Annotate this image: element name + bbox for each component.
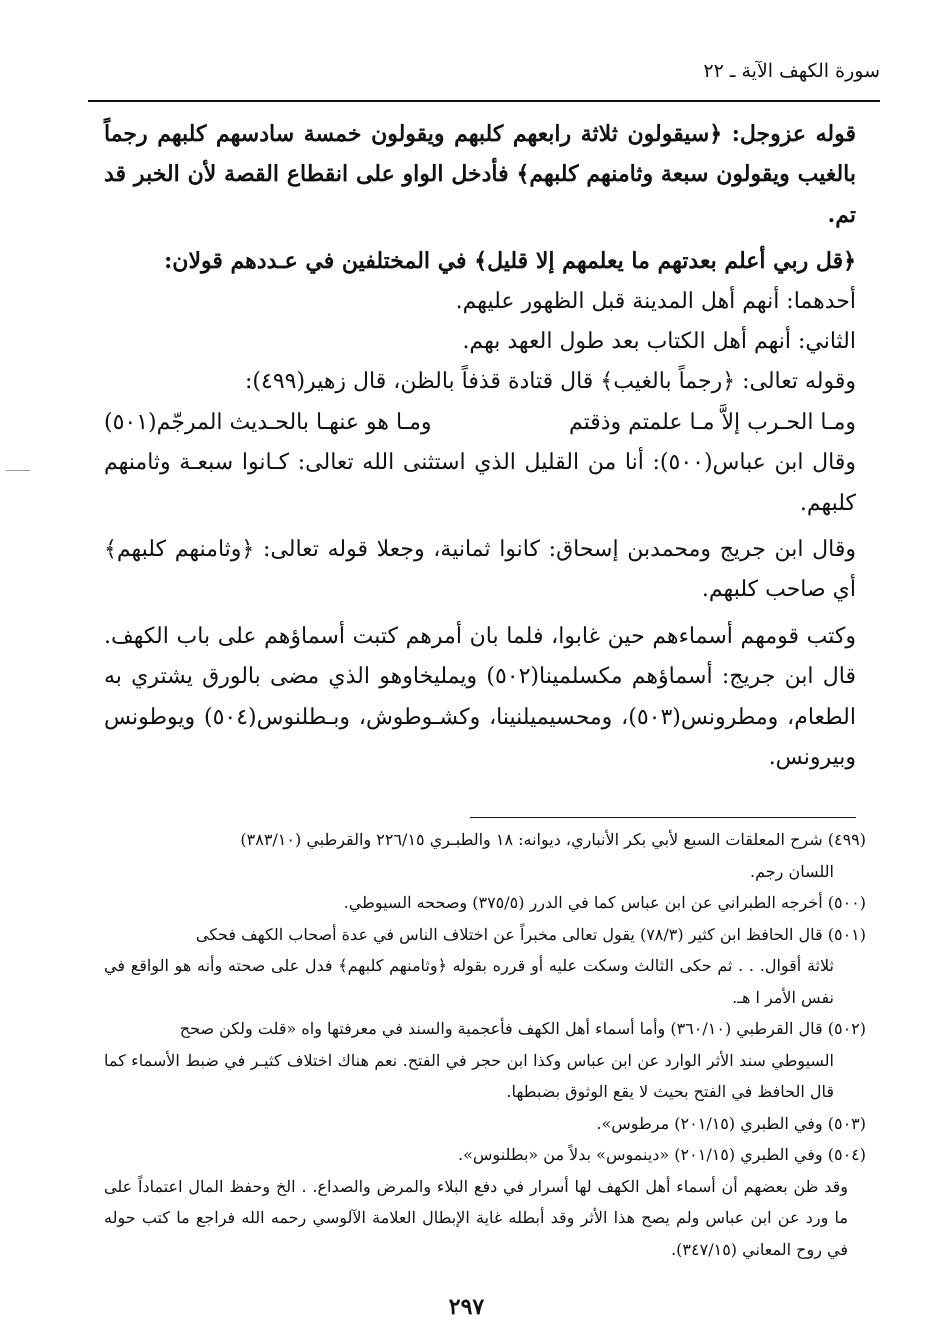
paragraph-2: ﴿قل ربي أعلم بعدتهم ما يعلمهم إلا قليل﴾ في المختلفين في عـددهم قولان: bbox=[164, 248, 856, 275]
main-text bbox=[104, 114, 856, 779]
paragraph-6: وقال ابن عباس(٥٠٠): أنا من القليل الذي استثنى الله تعالى: كـانوا سبعـة وثامنهم كلبهم. bbox=[104, 450, 856, 516]
paragraph-7: وقال ابن جريج ومحمدبن إسحاق: كانوا ثمانية، وجعلا قوله تعالى: ﴿وثامنهم كلبهم﴾ أي صاحب كلبهم. bbox=[104, 537, 856, 603]
paragraph-5: وقوله تعالى: ﴿رجماً بالغيب﴾ قال قتادة قذفاً بالظن، قال زهير(٤٩٩): bbox=[245, 369, 856, 395]
running-header: سورة الكهف الآية ـ ٢٢ bbox=[703, 60, 880, 82]
header-rule bbox=[88, 100, 880, 102]
footnote-502-continued: السيوطي سند الأثر الوارد عن ابن عباس وكذا ابن حجر في الفتح. نعم هناك اختلاف كثيـر في ضبط الأسماء كما قال الحافظ في الفتح بحيث لا يقع الوثوق بضبطها. bbox=[104, 1050, 834, 1101]
footnote-500: (٥٠٠) أخرجه الطبراني عن ابن عباس كما في الدرر (٣٧٥/٥) وصححه السيوطي. bbox=[343, 893, 866, 912]
poetry-verse bbox=[104, 403, 856, 443]
footnote-499: (٤٩٩) شرح المعلقات السبع لأبي بكر الأنباري، ديوانه: ١٨ والطبـري ٢٢٦/١٥ والقرطبي (٣٨٣/١٠) bbox=[240, 830, 866, 849]
footnote-501-continued: ثلاثة أقوال. . . ثم حكى الثالث وسكت عليه أو قرره بقوله ﴿وثامنهم كلبهم﴾ فدل على صحته وأنه هو الواقع في نفس الأمر ا هـ. bbox=[104, 956, 834, 1007]
footnote-501: (٥٠١) قال الحافظ ابن كثير (٧٨/٣) يقول تعالى مخبراً عن اختلاف الناس في عدة أصحاب الكهف فحكى bbox=[195, 924, 866, 944]
paragraph-8: وكتب قومهم أسماءهم حين غابوا، فلما بان أمرهم كتبت أسماؤهم على باب الكهف. قال ابن جريج: أسماؤهم مكسلمينا(٥٠٢) ويمليخاوهو الذي مضى بالورق يشتري به الطعام، ومطرونس(٥٠٣)، ومحسيميلنينا، وكشـوطوش، وبـطلنوس(٥٠٤) ويوطونس وبيرونس. bbox=[104, 623, 856, 771]
footnote-503: (٥٠٣) وفي الطبري (٢٠١/١٥) مرطوس». bbox=[596, 1113, 866, 1133]
verse-first-hemistich: ومـا الحـرب إلاَّ مـا علمتم وذقتم bbox=[568, 409, 856, 435]
footnote-504: (٥٠٤) وفي الطبري (٢٠١/١٥) «دينموس» بدلاً من «بطلنوس». bbox=[458, 1145, 866, 1164]
paragraph-3: أحدهما: أنهم أهل المدينة قبل الظهور عليهم. bbox=[455, 288, 856, 314]
page-number: ٢٩٧ bbox=[448, 1294, 485, 1320]
scan-edge-mark bbox=[6, 470, 30, 471]
footnote-note: وقد ظن بعضهم أن أسماء أهل الكهف لها أسرار في دفع البلاء والمرض والصداع. . الخ وحفظ المال اعتماداً على ما ورد عن ابن عباس ولم يصح هذا الأثر وقد أبطله غاية الإبطال العلامة الآلوسي رحمه الله فراجع ما كتب حوله في روح المعاني (٣٤٧/١٥). bbox=[104, 1176, 849, 1259]
paragraph-4: الثاني: أنهم أهل الكتاب بعد طول العهد بهم. bbox=[462, 329, 856, 355]
verse-second-hemistich: ومـا هو عنهـا بالحـديث المرجّم(٥٠١) bbox=[104, 409, 432, 435]
footnote-separator bbox=[470, 817, 856, 818]
paragraph-1: قوله عزوجل: ﴿سيقولون ثلاثة رابعهم كلبهم ويقولون خمسة سادسهم كلبهم رجماً بالغيب ويقولون سبعة وثامنهم كلبهم﴾ فأدخل الواو على انقطاع القصة لأن الخبر قد تم. bbox=[104, 121, 856, 228]
footnotes bbox=[104, 824, 866, 1265]
footnote-499-continued: اللسان رجم. bbox=[750, 861, 834, 881]
footnote-502: (٥٠٢) قال القرطبي (٣٦٠/١٠) وأما أسماء أهل الكهف فأعجمية والسند في معرفتها واه «قلت ولكن صحح bbox=[179, 1019, 866, 1038]
